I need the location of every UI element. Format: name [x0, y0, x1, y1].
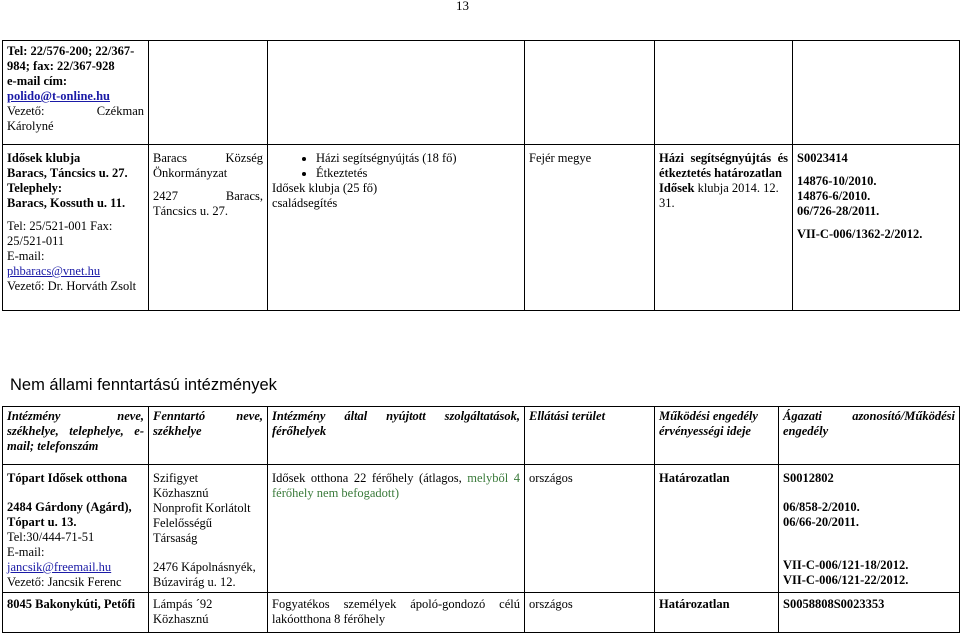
service-area: országos [529, 471, 573, 485]
institution-cell [3, 145, 149, 311]
email-link[interactable]: jancsik@freemail.hu [7, 560, 112, 574]
email-link[interactable]: phbaracs@vnet.hu [7, 264, 101, 278]
id-cell [779, 593, 960, 633]
validity-line: 31. [659, 196, 675, 210]
maintainer-address: 2427 Baracs, [153, 189, 263, 203]
permit-number: 06/726-28/2011. [797, 204, 880, 218]
institutions-table [2, 406, 960, 633]
maintainer-name: Lámpás ´92 [153, 597, 213, 611]
site-label: Telephely: [7, 181, 63, 195]
tel-line [7, 219, 144, 234]
contact-cell [3, 41, 149, 145]
header-cell: Működési engedély érvényességi ideje [655, 407, 779, 465]
contact-line: e-mail cím: [7, 74, 68, 88]
maintainer-name: Nonprofit Korlátolt [153, 501, 251, 515]
email-label: E-mail: [7, 545, 45, 559]
header-row [3, 407, 960, 465]
service-line: családsegítés [272, 196, 338, 210]
manager-name-cont: Károlyné [7, 119, 54, 133]
id-cell [779, 465, 960, 593]
service-item: • Házi segítségnyújtás (18 fő) [316, 151, 520, 166]
services-cell [268, 593, 525, 633]
institution-address: 2484 Gárdony (Agárd), [7, 500, 132, 514]
permit-number: 06/858-2/2010. [783, 500, 860, 514]
validity-line: Idősek [659, 181, 695, 195]
institution-cell [3, 593, 149, 633]
services-cell [268, 465, 525, 593]
institution-address: 8045 Bakonykúti, Petőfi [7, 597, 136, 611]
permit-number: 14876-6/2010. [797, 189, 871, 203]
page-number: 13 [456, 0, 469, 13]
table-row [3, 145, 960, 311]
service-area: Fejér megye [529, 151, 592, 165]
table-row [3, 593, 960, 633]
maintainer-name: Társaság [153, 531, 198, 545]
maintainer-name: Felelősségű [153, 516, 213, 530]
area-cell [525, 145, 655, 311]
permit-number: VII-C-006/1362-2/2012. [797, 227, 923, 241]
service-text-note: melyből 4 férőhely nem befogadott) [272, 471, 521, 500]
header-cell: Intézmény neve, székhelye, telephelye, e-mail; telefonszám [3, 407, 149, 465]
maintainer-name: Közhasznú [153, 612, 209, 626]
validity-cell [655, 593, 779, 633]
services-cell [268, 145, 525, 311]
validity-line: klubja 2014. 12. [697, 181, 779, 195]
manager-name: Czékman [96, 104, 144, 118]
sector-id: S0012802 [783, 471, 834, 485]
service-area: országos [529, 597, 573, 611]
header-cell: Ágazati azonosító/Működési engedély [779, 407, 960, 465]
table-row [3, 465, 960, 593]
institution-name: Tópart Idősek otthona [7, 471, 128, 485]
service-text: Idősek otthona 22 férőhely (átlagos, [272, 471, 462, 485]
maintainer-cell [149, 465, 268, 593]
sector-id: S0058808S0023353 [783, 597, 885, 611]
maintainer-address-cont: Táncsics u. 27. [153, 204, 228, 218]
manager-text: Vezető: Jancsik Ferenc [7, 575, 122, 589]
tel-text: Tel:30/444-71-51 [7, 530, 95, 544]
top-table [2, 40, 960, 311]
manager-label: Vezető: [7, 104, 45, 118]
contact-line: Tel: 22/576-200; 22/367- [7, 44, 135, 58]
contact-line: 984; fax: 22/367-928 [7, 59, 115, 73]
service-text: Fogyatékos személyek ápoló-gondozó célú lakóotthona 8 férőhely [272, 597, 520, 626]
site-address: Baracs, Kossuth u. 11. [7, 196, 126, 210]
tel-text: Tel: 25/521-001 Fax: [7, 219, 113, 233]
institution-name: Idősek klubja [7, 151, 81, 165]
header-cell: Ellátási terület [525, 407, 655, 465]
maintainer-name: Baracs Község [153, 151, 263, 165]
email-link[interactable]: polido@t-online.hu [7, 89, 110, 103]
manager-text: Vezető: Dr. Horváth Zsolt [7, 279, 137, 293]
validity-line: Házi segítségnyújtás és [659, 151, 788, 165]
validity-cell [655, 145, 793, 311]
permit-number: 06/66-20/2011. [783, 515, 860, 529]
institution-address: Baracs, Táncsics u. 27. [7, 166, 128, 180]
service-line: Idősek klubja (25 fő) [272, 181, 378, 195]
table-row [3, 41, 960, 145]
fax-text: 25/521-011 [7, 234, 65, 248]
permit-number: VII-C-006/121-18/2012. [783, 558, 909, 572]
permit-number: VII-C-006/121-22/2012. [783, 573, 909, 587]
area-cell [525, 593, 655, 633]
validity: Határozatlan [659, 597, 730, 611]
header-cell: Fenntartó neve, székhelye [149, 407, 268, 465]
maintainer-name-cont: Önkormányzat [153, 166, 228, 180]
maintainer-cell [149, 145, 268, 311]
area-cell [525, 465, 655, 593]
validity-line: étkeztetés határozatlan [659, 166, 782, 180]
maintainer-name: Szifigyet [153, 471, 199, 485]
maintainer-address: 2476 Kápolnásnyék, [153, 560, 256, 574]
validity: Határozatlan [659, 471, 730, 485]
header-cell: Intézmény által nyújtott szolgáltatások, férőhelyek [268, 407, 525, 465]
permit-number: 14876-10/2010. [797, 174, 877, 188]
email-label: E-mail: [7, 249, 45, 263]
institution-address: Tópart u. 13. [7, 515, 77, 529]
sector-id: S0023414 [797, 151, 848, 165]
service-item: • Étkeztetés [316, 166, 520, 181]
maintainer-cell [149, 593, 268, 633]
section-heading: Nem állami fenntartású intézmények [10, 376, 277, 394]
id-cell [793, 145, 960, 311]
validity-cell [655, 465, 779, 593]
institution-cell [3, 465, 149, 593]
maintainer-name: Közhasznú [153, 486, 209, 500]
maintainer-address: Búzavirág u. 12. [153, 575, 236, 589]
